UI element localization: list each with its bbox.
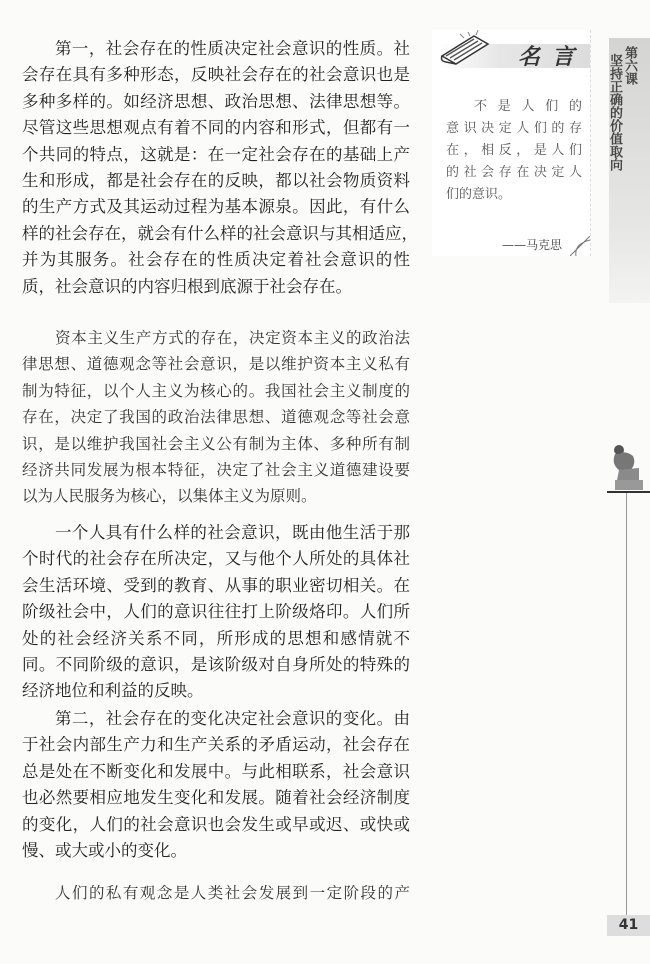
quote-author: ——马克思	[502, 238, 563, 252]
text-line: 会生活环境、受到的教育、从事的职业密切相关。在	[22, 575, 410, 595]
paragraph-4	[22, 706, 410, 864]
quote-line: 在，相反，是人们	[446, 143, 582, 158]
text-line: 阶级社会中，人们的意识往往打上阶级烙印。人们所	[22, 602, 410, 622]
text-line: 并为其服务。社会存在的性质决定着社会意识的性	[22, 250, 410, 270]
text-line: 尽管这些思想观点有着不同的内容和形式，但都有一	[22, 118, 410, 138]
text-line: 生和形成，都是社会存在的反映，都以社会物质资料	[22, 170, 410, 190]
text-line: 存在，决定了我国的政治法律思想、道德观念等社会意	[22, 408, 410, 427]
thinker-statue-icon	[605, 440, 650, 492]
paragraph-2-excerpt	[22, 325, 410, 510]
quote-line: 的社会存在决定人	[446, 165, 582, 180]
text-line: 人们的私有观念是人类社会发展到一定阶段的产	[55, 884, 410, 902]
text-line: 同。不同阶级的意识，是该阶级对自身所处的特殊的	[22, 654, 410, 674]
text-line: 于社会内部生产力和生产关系的矛盾运动，社会存在	[22, 735, 410, 755]
text-line: 经济地位和利益的反映。	[22, 681, 204, 701]
text-line: 样的社会存在，就会有什么样的社会意识与其相适应，	[22, 223, 418, 243]
quote-line: 们的意识。	[446, 187, 512, 202]
divider-horizontal	[607, 491, 650, 493]
text-line: 多种多样的。如经济思想、政治思想、法律思想等。	[22, 91, 410, 111]
paragraph-5-excerpt	[22, 880, 410, 906]
text-line: 第一，社会存在的性质决定社会意识的性质。社	[55, 39, 410, 58]
quote-title: 名言	[517, 45, 586, 70]
text-line: 以为人民服务为核心，以集体主义为原则。	[22, 487, 317, 506]
paragraph-1	[22, 36, 418, 300]
text-line: 会存在具有多种形态，反映社会存在的社会意识也是	[22, 65, 410, 85]
text-line: 的变化，人们的社会意识也会发生或早或迟、或快或	[22, 814, 410, 834]
page-fold-corner	[570, 236, 590, 256]
text-line: 个时代的社会存在所决定，又与他个人所处的具体社	[22, 549, 410, 569]
text-line: 慢、或大或小的变化。	[22, 840, 187, 860]
text-line: 一个人具有什么样的社会意识，既由他生活于那	[55, 523, 410, 542]
page-number: 41	[607, 915, 650, 936]
text-line: 资本主义生产方式的存在，决定资本主义的政治法	[55, 329, 410, 347]
newspaper-icon	[438, 30, 492, 66]
text-line: 识，是以维护我国社会主义公有制为主体、多种所有制	[22, 434, 410, 453]
text-line: 个共同的特点，这就是：在一定社会存在的基础上产	[22, 144, 410, 164]
lesson-number: 第六课	[622, 46, 637, 85]
lesson-title: 坚持正确的价值取向	[607, 54, 622, 171]
text-line: 处的社会经济关系不同，所形成的思想和感情就不	[22, 628, 410, 648]
paragraph-3	[22, 520, 410, 705]
divider-vertical	[626, 493, 627, 915]
text-line: 律思想、道德观念等社会意识，是以维护资本主义私有	[22, 355, 410, 374]
chapter-side-tab	[609, 38, 650, 303]
quote-text	[446, 96, 582, 206]
quote-line: 不是人们的	[474, 99, 582, 114]
text-line: 总是处在不断变化和发展中。与此相联系，社会意识	[22, 761, 410, 781]
text-line: 的生产方式及其运动过程为基本源泉。因此，有什么	[22, 197, 410, 217]
text-line: 经济共同发展为根本特征，决定了社会主义道德建设要	[22, 460, 410, 479]
famous-quote-box	[432, 30, 591, 256]
quote-line: 意识决定人们的存	[446, 121, 582, 136]
text-line: 也必然要相应地发生变化和发展。随着社会经济制度	[22, 788, 410, 808]
text-line: 第二，社会存在的变化决定社会意识的变化。由	[55, 709, 410, 728]
text-line: 质，社会意识的内容归根到底源于社会存在。	[22, 276, 352, 296]
text-line: 制为特征，以个人主义为核心的。我国社会主义制度的	[22, 381, 410, 400]
